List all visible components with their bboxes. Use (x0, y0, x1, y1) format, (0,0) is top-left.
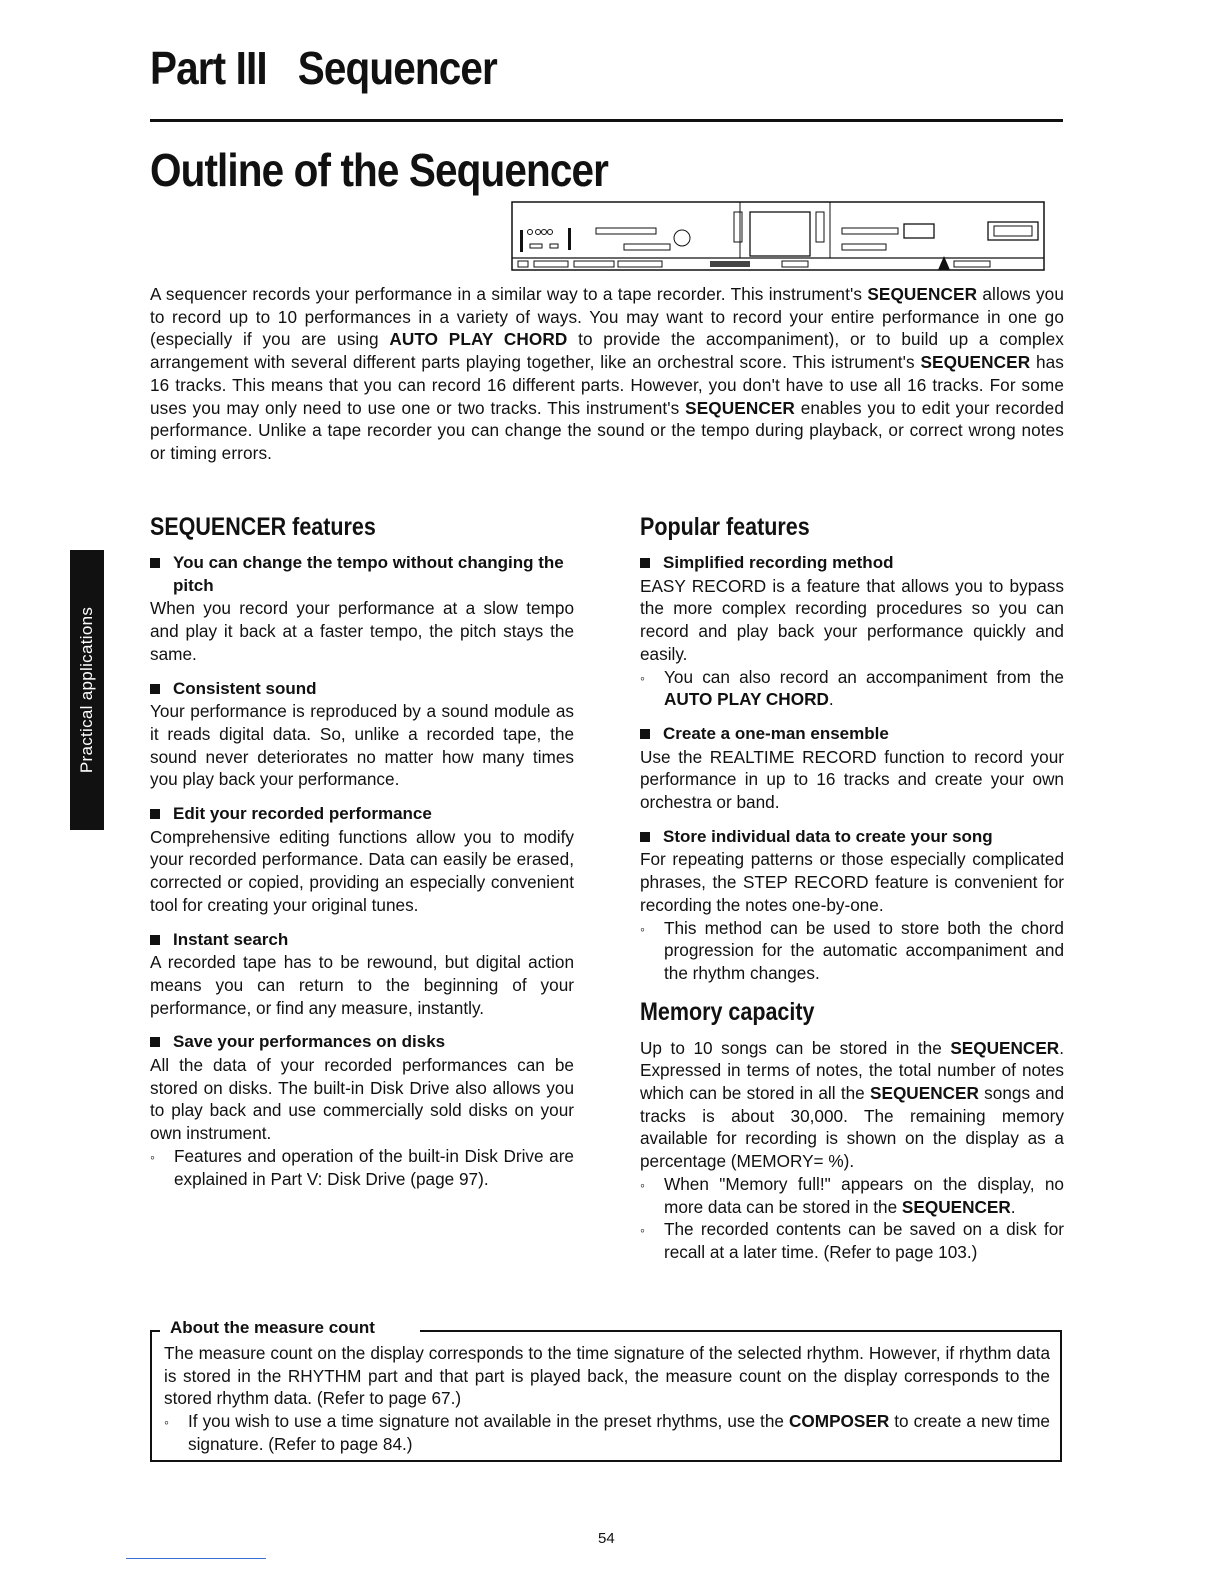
circle-bullet-icon (150, 1145, 174, 1190)
note-text: The recorded contents can be saved on a disk for recall at a later time. (Refer to page 103.) (664, 1219, 1064, 1262)
feature-heading: Simplified recording method (663, 553, 894, 572)
sequencer-features-column (150, 512, 574, 1202)
note-text (664, 666, 1064, 711)
square-bullet-icon (640, 729, 650, 739)
note-text (664, 1173, 1064, 1218)
intro-run-text: allows you to record up to 10 performances in a variety of ways. You may want to record your entire performance in one go (especially if you are using (150, 284, 1064, 350)
square-bullet-icon (150, 558, 160, 568)
feature-heading: Store individual data to create your song (663, 826, 993, 846)
feature-text: Use the REALTIME RECORD function to record your performance in up to 16 tracks and create your own orchestra or band. (640, 746, 1064, 813)
side-tab-label: Practical applications (77, 606, 96, 774)
note-text-bold: COMPOSER (788, 1411, 890, 1432)
memory-run-text: songs and tracks is about 30,000. The remaining memory available for recording is shown on the display as a percentage (MEMORY= %). (640, 1083, 1065, 1172)
memory-run-bold: SEQUENCER (870, 1083, 979, 1104)
feature-heading: Create a one-man ensemble (663, 723, 889, 743)
intro-run-bold: SEQUENCER (685, 397, 795, 418)
note-item (150, 1145, 574, 1190)
memory-run-bold: SEQUENCER (950, 1037, 1060, 1058)
part-title (150, 40, 497, 96)
feature-heading: Edit your recorded performance (173, 804, 432, 824)
footer-rule (126, 1558, 266, 1559)
circle-bullet-icon (640, 1173, 664, 1218)
square-bullet-icon (150, 684, 160, 694)
popular-features-title: Popular features (640, 513, 810, 541)
intro-run-text: A sequencer records your performance in a similar way to a tape recorder. This instrument's (150, 284, 868, 304)
popular-features-column (640, 512, 1064, 1264)
memory-capacity-text (640, 1037, 1064, 1173)
side-tab (70, 550, 104, 830)
feature-item (640, 552, 1064, 711)
part-label: Part III (150, 42, 267, 94)
instrument-panel-illustration (510, 200, 1046, 272)
feature-item (150, 1031, 574, 1190)
note-text-bold: SEQUENCER (901, 1196, 1011, 1217)
measure-count-title: About the measure count (170, 1317, 383, 1339)
square-bullet-icon (150, 1037, 160, 1047)
box-corner (150, 1330, 160, 1332)
circle-bullet-icon (640, 917, 664, 985)
circle-bullet-icon (640, 666, 664, 711)
note-text: Features and operation of the built-in Disk Drive are explained in Part V: Disk Drive (page 97). (174, 1145, 574, 1189)
feature-item (150, 803, 574, 917)
note-text (188, 1410, 1050, 1455)
memory-run-text: Up to 10 songs can be stored in the (640, 1037, 951, 1058)
box-top-rule (420, 1330, 1062, 1332)
note-text-part: When "Memory full!" appears on the display, no more data can be stored in the (664, 1173, 1064, 1217)
note-text-part: You can also record an accompaniment from the (664, 666, 1064, 687)
note-text-part: If you wish to use a time signature not available in the preset rhythms, use the (188, 1411, 789, 1432)
square-bullet-icon (150, 809, 160, 819)
note-text-part: . (1010, 1196, 1016, 1217)
measure-count-content (164, 1342, 1050, 1456)
measure-count-box (150, 1318, 1062, 1462)
feature-text: Comprehensive editing functions allow you to modify your recorded performance. Data can easily be erased, corrected or copied, providing an especially convenient tool for creating your original tunes. (150, 826, 574, 915)
feature-text: All the data of your recorded performances can be stored on disks. The built-in Disk Drive also allows you to play back and use commercially sold disks on your own instrument. (150, 1055, 574, 1144)
intro-run-bold: SEQUENCER (920, 352, 1031, 373)
measure-count-text: The measure count on the display corresponds to the time signature of the selected rhythm. However, if rhythm data is stored in the RHYTHM part and that part is played back, the measure count on the display corresponds to the stored rhythm data. (Refer to page 67.) (164, 1343, 1050, 1409)
square-bullet-icon (150, 935, 160, 945)
page-number: 54 (598, 1530, 615, 1547)
intro-paragraph (150, 283, 1064, 465)
intro-run-bold: SEQUENCER (867, 284, 978, 304)
feature-item (150, 552, 574, 666)
intro-run-text: enables you to edit your recorded performance. Unlike a tape recorder you can change the sound or the tempo during playback, or correct wrong notes or timing errors. (150, 397, 1064, 463)
note-item (640, 666, 1064, 711)
feature-text: Your performance is reproduced by a sound module as it reads digital data. So, unlike a recorded tape, the sound never deteriorates no matter how many times you play back your performance. (150, 701, 574, 790)
note-text-part: . (828, 689, 834, 710)
note-text-bold: AUTO PLAY CHORD (664, 689, 829, 710)
note-text-part: to create a new time signature. (Refer to page 84.) (188, 1411, 1050, 1454)
feature-heading: Instant search (173, 929, 289, 949)
title-rule (150, 119, 1063, 122)
page-title: Outline of the Sequencer (150, 144, 608, 196)
feature-text: When you record your performance at a slow tempo and play it back at a faster tempo, the pitch stays the same. (150, 598, 574, 664)
intro-run-bold: AUTO PLAY CHORD (389, 329, 568, 350)
circle-bullet-icon (164, 1410, 188, 1455)
note-item (640, 1173, 1064, 1218)
intro-run-text: to provide the accompaniment), or to build up a complex arrangement with several different parts playing together, like an orchestral score. This istrument's (150, 329, 1064, 373)
part-name: Sequencer (297, 42, 497, 94)
note-item (164, 1410, 1050, 1455)
memory-capacity-title: Memory capacity (640, 997, 815, 1026)
feature-item (150, 929, 574, 1020)
intro-run-text: has 16 tracks. This means that you can record 16 different parts. However, you don't have to use all 16 tracks. For some uses you may only need to use one or two tracks. This instrument's (150, 352, 1064, 418)
feature-heading: Save your performances on disks (173, 1032, 446, 1052)
feature-heading: Consistent sound (173, 678, 317, 698)
feature-heading: You can change the tempo without changing the pitch (173, 553, 564, 595)
memory-run-text: . Expressed in terms of notes, the total number of notes which can be stored in all the (640, 1037, 1064, 1104)
feature-item (640, 723, 1064, 814)
feature-text: For repeating patterns or those especially complicated phrases, the STEP RECORD feature is convenient for recording the notes one-by-one. (640, 849, 1064, 915)
feature-item (150, 678, 574, 792)
feature-text: EASY RECORD is a feature that allows you to bypass the more complex recording procedures so you can record and play back your performance quickly and easily. (640, 575, 1064, 664)
feature-item (640, 826, 1064, 985)
square-bullet-icon (640, 832, 650, 842)
feature-text: A recorded tape has to be rewound, but digital action means you can return to the beginning of your performance, or find any measure, instantly. (150, 952, 574, 1018)
note-item (640, 917, 1064, 985)
note-item (640, 1218, 1064, 1263)
sequencer-features-title: SEQUENCER features (150, 513, 376, 541)
square-bullet-icon (640, 558, 650, 568)
circle-bullet-icon (640, 1218, 664, 1263)
note-text: This method can be used to store both the chord progression for the automatic accompaniment and the rhythm changes. (664, 917, 1064, 983)
